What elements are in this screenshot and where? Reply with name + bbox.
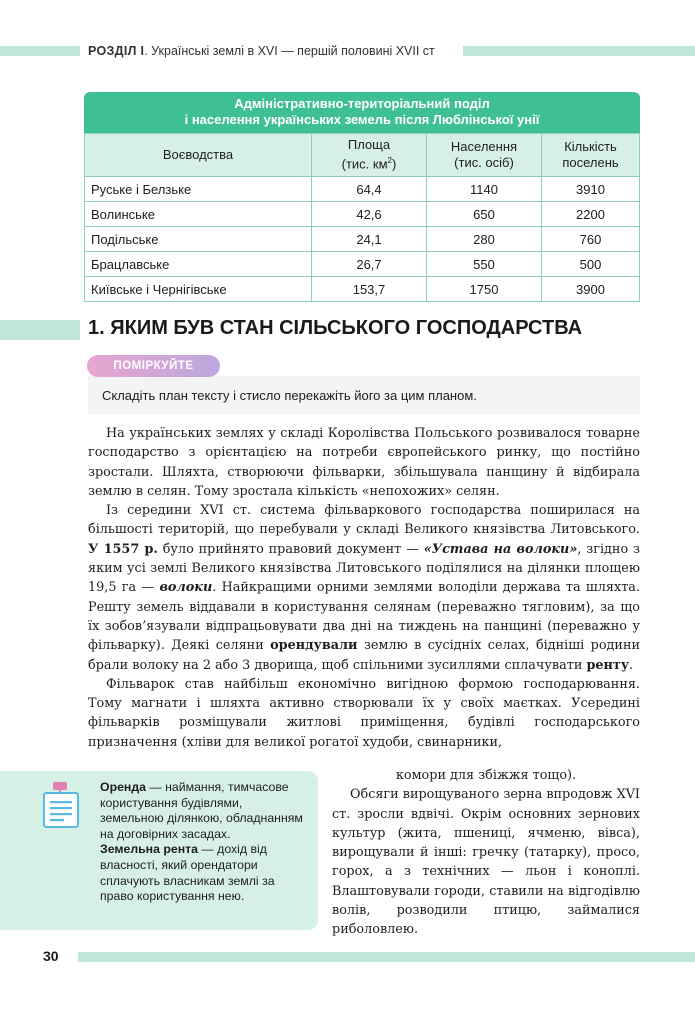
table-row [85,177,640,202]
data-table [84,92,640,302]
cell-population: 650 [427,202,542,227]
year-highlight: У 1557 р. [88,541,158,557]
table-row [85,252,640,277]
table-row [85,227,640,252]
document-name: «Устава на волоки» [423,541,578,557]
term-orenda: орендували [270,638,358,654]
header-bar-right [463,46,695,56]
cell-population: 550 [427,252,542,277]
cell-name: Подільське [85,227,312,252]
cell-area: 153,7 [312,277,427,302]
think-task: Складіть план тексту і стисло перекажіть його за цим планом. [102,388,477,403]
header-bar-left [0,46,80,56]
table-body [84,133,640,302]
cell-area: 64,4 [312,177,427,202]
table-header-row [85,134,640,177]
section-label: РОЗДІЛ І [88,44,145,58]
cell-name: Брацлавське [85,252,312,277]
main-text-right [332,766,640,940]
document-icon [40,780,84,830]
cell-settlements: 760 [542,227,640,252]
cell-name: Волинське [85,202,312,227]
col-header-voivodeship: Воєводства [85,134,312,177]
cell-name: Руське і Белзьке [85,177,312,202]
paragraph-end: комори для збіжжя тощо). [395,768,577,783]
paragraph: На українських землях у складі Королівства Польського розвивалося товарне господарство з орієнтацією на потреби європейського ринку, що постійно зростали. Шляхта, створюючи фільварки, збільшувала панщину й відбирала землю в селян. Тому зростала кількість «непохожих» селян. [88,426,640,499]
cell-population: 280 [427,227,542,252]
page-number: 30 [43,948,59,964]
col-header-population: Населення (тис. осіб) [427,134,542,177]
table-caption-line1: Адміністративно-територіальний поділ [234,96,490,111]
table-row [85,202,640,227]
cell-settlements: 2200 [542,202,640,227]
section-bar [0,320,80,340]
main-text [88,424,640,752]
cell-area: 24,1 [312,227,427,252]
term-voloky: волоки [159,580,213,596]
cell-settlements: 500 [542,252,640,277]
table-row [85,277,640,302]
cell-area: 42,6 [312,202,427,227]
col-header-settlements: Кількість поселень [542,134,640,177]
paragraph: Фільварок став найбільш економічно вигідною формою господарювання. Тому магнати і шляхта активно створювали їх у своїх маєтках. Усередині фільварків розміщували житлові приміщення, будівлі господарського призначення (хліви для великої рогатої худоби, свинарники, [88,676,640,750]
paragraph: Із середини XVI ст. система фільваркового господарства поширилася на більшості територій, що перебували у складі Великого князівства Литовського. У 1557 р. було прийнято правовий документ — «Устава на волоки», згідно з яким усі землі Великого князівства Литовського поділялися на ділянки площею 19,5 га — волоки. Найкращими орними землями володіли держава та шляхта. Решту земель віддавали в користування селянам (переважно тягловим), за що їх зобов’язували відпрацьовувати два дні на тиждень на панщині (переважно у фільварку). Деякі селяни орендували землю в сусідніх селах, бідніші родини брали волоку на 2 або 3 дворища, щоб спільними зусиллями сплачувати ренту. [88,503,640,673]
cell-settlements: 3900 [542,277,640,302]
col-header-area: Площа (тис. $км^2$) [312,134,427,177]
footer-bar [78,952,695,962]
running-header [88,44,435,58]
section-title-header: . Українські землі в XVI — першій половині XVII ст [144,44,435,58]
section-heading: 1. ЯКИМ БУВ СТАН СІЛЬСЬКОГО ГОСПОДАРСТВА [88,317,583,339]
cell-name: Київське і Чернігівське [85,277,312,302]
table-caption-line2: і населення українських земель після Люблінської унії [184,112,540,127]
definition-orenda: Оренда — наймання, тимчасове користування будівлями, земельною ділянкою, обладнанням на договірних засадах. [100,780,303,841]
table-caption [84,92,640,133]
cell-population: 1750 [427,277,542,302]
cell-settlements: 3910 [542,177,640,202]
term-renta: ренту [586,657,630,673]
definitions-text [100,780,306,905]
paragraph: Обсяги вирощуваного зерна впродовж XVI ст. зросли вдвічі. Окрім основних зернових культур (жита, пшениці, ячменю, вівса), вирощували й інші: гречку (татарку), просо, горох, а з технічних — льон і коноплі. Влаштовували городи, ставили на відгодівлю волів, розводили птицю, займалися риболовлею. [332,787,640,938]
think-label: ПОМІРКУЙТЕ [87,355,220,377]
cell-area: 26,7 [312,252,427,277]
definition-rent: Земельна рента — дохід від власності, який орендатори сплачують власникам землі за право користування нею. [100,842,275,904]
cell-population: 1140 [427,177,542,202]
